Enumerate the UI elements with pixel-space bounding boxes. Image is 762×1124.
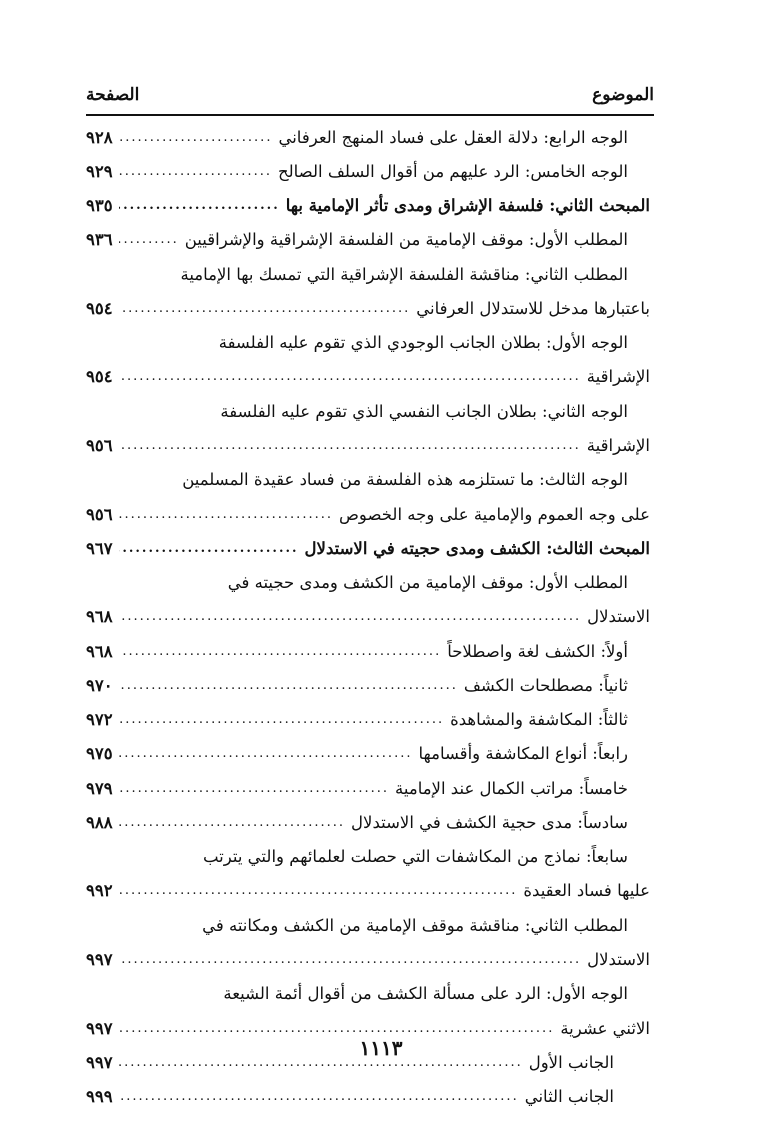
dot-leader — [119, 301, 411, 316]
toc-entry — [86, 634, 650, 668]
dot-leader — [119, 232, 179, 247]
dot-leader — [119, 952, 582, 967]
toc-entry-page: ٩٦٧ — [86, 538, 113, 558]
dot-leader — [119, 369, 581, 384]
dot-leader — [119, 781, 389, 796]
toc-entry — [86, 189, 650, 223]
dot-leader — [119, 883, 518, 898]
header-divider — [86, 114, 654, 116]
toc-entry — [86, 1079, 650, 1113]
dot-leader — [119, 609, 582, 624]
toc-entry-title: الإشراقية — [586, 436, 650, 456]
toc-entry-title: الوجه الثاني: بطلان الجانب النفسي الذي تقوم عليه الفلسفة — [220, 401, 628, 421]
toc-entry-title: الاستدلال — [587, 607, 650, 627]
page-number: ١١١٣ — [359, 1036, 403, 1060]
toc-entry-page: ٩٨٨ — [86, 812, 113, 832]
dot-leader — [119, 507, 333, 522]
toc-entry — [86, 223, 650, 257]
toc-entry — [86, 874, 650, 908]
toc-entry-page: ٩٧٩ — [86, 778, 113, 798]
toc-entry-title: ثانياً: مصطلحات الكشف — [463, 675, 628, 695]
toc-entry-title: سابعاً: نماذج من المكاشفات التي حصلت لعلمائهم والتي يترتب — [202, 847, 628, 867]
toc-entry-title: المطلب الثاني: مناقشة الفلسفة الإشراقية التي تمسك بها الإمامية — [180, 264, 628, 284]
dot-leader — [119, 746, 413, 761]
toc-entry — [86, 463, 650, 497]
toc-entry-page: ٩٧٠ — [86, 675, 113, 695]
toc-entry — [86, 428, 650, 462]
toc-entry-page: ٩٥٦ — [86, 504, 113, 524]
toc-entry — [86, 600, 650, 634]
toc-entry-title: الوجه الأول: الرد على مسألة الكشف من أقوال أئمة الشيعة — [223, 984, 628, 1004]
toc-entry-title: الاثني عشرية — [560, 1018, 650, 1038]
dot-leader — [119, 438, 581, 453]
toc-entry — [86, 703, 650, 737]
toc-entry — [86, 908, 650, 942]
toc-entry-page: ٩٦٨ — [86, 641, 113, 661]
toc-entry-page: ٩٦٨ — [86, 607, 113, 627]
toc-entry-page: ٩٧٢ — [86, 710, 113, 730]
toc-entry — [86, 942, 650, 976]
dot-leader — [119, 1089, 519, 1104]
toc-entry-title: المطلب الأول: موقف الإمامية من الكشف ومدى حجيته في — [227, 573, 628, 593]
toc-entry-title: خامساً: مراتب الكمال عند الإمامية — [395, 778, 628, 798]
toc-entry — [86, 565, 650, 599]
toc-entry — [86, 291, 650, 325]
toc-entry-page: ٩٥٤ — [86, 298, 113, 318]
toc-entry-title: عليها فساد العقيدة — [523, 881, 650, 901]
toc-entry — [86, 257, 650, 291]
toc-entry-title: ثالثاً: المكاشفة والمشاهدة — [450, 710, 628, 730]
toc-entry — [86, 531, 650, 565]
toc-entry — [86, 977, 650, 1011]
toc-entry — [86, 840, 650, 874]
dot-leader — [119, 712, 445, 727]
dot-leader — [119, 1021, 555, 1036]
topic-heading: الموضوع — [592, 85, 654, 105]
toc-entry — [86, 394, 650, 428]
toc-entry — [86, 771, 650, 805]
toc-entry-title: على وجه العموم والإمامية على وجه الخصوص — [338, 504, 650, 524]
toc-entry-title: أولاً: الكشف لغة واصطلاحاً — [447, 641, 628, 661]
toc-entry-title: المبحث الثالث: الكشف ومدى حجيته في الاستدلال — [304, 538, 650, 558]
dot-leader — [119, 644, 442, 659]
dot-leader — [119, 541, 299, 556]
toc-entry-page: ٩٩٩ — [86, 1087, 113, 1107]
toc-entry — [86, 497, 650, 531]
dot-leader — [119, 815, 345, 830]
table-of-contents — [86, 120, 650, 1114]
toc-entry-title: المبحث الثاني: فلسفة الإشراق ومدى تأثر الإمامية بها — [285, 196, 650, 216]
dot-leader — [119, 198, 280, 213]
toc-entry-page: ٩٧٥ — [86, 744, 113, 764]
toc-entry-title: باعتبارها مدخل للاستدلال العرفاني — [416, 298, 650, 318]
toc-entry-page: ٩٩٧ — [86, 1052, 113, 1072]
toc-entry — [86, 154, 650, 188]
dot-leader — [119, 130, 273, 145]
toc-header — [86, 80, 654, 110]
toc-entry-page: ٩٣٦ — [86, 230, 113, 250]
toc-entry-page: ٩٢٩ — [86, 161, 113, 181]
toc-entry — [86, 737, 650, 771]
toc-entry-title: الاستدلال — [587, 950, 650, 969]
toc-entry-title: الوجه الثالث: ما تستلزمه هذه الفلسفة من فساد عقيدة المسلمين — [182, 470, 628, 490]
toc-entry-title: الوجه الأول: بطلان الجانب الوجودي الذي تقوم عليه الفلسفة — [218, 333, 628, 353]
toc-entry-title: سادساً: مدى حجية الكشف في الاستدلال — [351, 812, 628, 832]
toc-entry-page: ٩٢٨ — [86, 127, 113, 147]
toc-entry-title: المطلب الثاني: مناقشة موقف الإمامية من الكشف ومكانته في — [202, 915, 628, 935]
toc-entry — [86, 326, 650, 360]
dot-leader — [119, 164, 272, 179]
toc-entry-title: رابعاً: أنواع المكاشفة وأقسامها — [418, 744, 628, 764]
dot-leader — [119, 678, 458, 693]
page-heading: الصفحة — [86, 85, 140, 105]
toc-entry-page: ٩٩٢ — [86, 881, 113, 901]
toc-entry-page: ٩٩٧ — [86, 1018, 113, 1038]
toc-entry — [86, 120, 650, 154]
toc-entry-title: المطلب الأول: موقف الإمامية من الفلسفة الإشراقية والإشراقيين — [184, 230, 628, 250]
toc-entry-page: ٩٥٤ — [86, 367, 113, 387]
toc-entry-page: ٩٥٦ — [86, 436, 113, 456]
toc-entry-title: الجانب الثاني — [524, 1087, 614, 1107]
toc-entry-page: ٩٩٧ — [86, 950, 113, 969]
toc-entry — [86, 805, 650, 839]
toc-entry — [86, 360, 650, 394]
toc-entry — [86, 668, 650, 702]
toc-entry-title: الوجه الخامس: الرد عليهم من أقوال السلف الصالح — [277, 161, 628, 181]
toc-entry-page: ٩٣٥ — [86, 196, 113, 216]
toc-entry-title: الوجه الرابع: دلالة العقل على فساد المنهج العرفاني — [278, 127, 628, 147]
toc-entry-title: الجانب الأول — [528, 1052, 614, 1072]
toc-entry-title: الإشراقية — [586, 367, 650, 387]
